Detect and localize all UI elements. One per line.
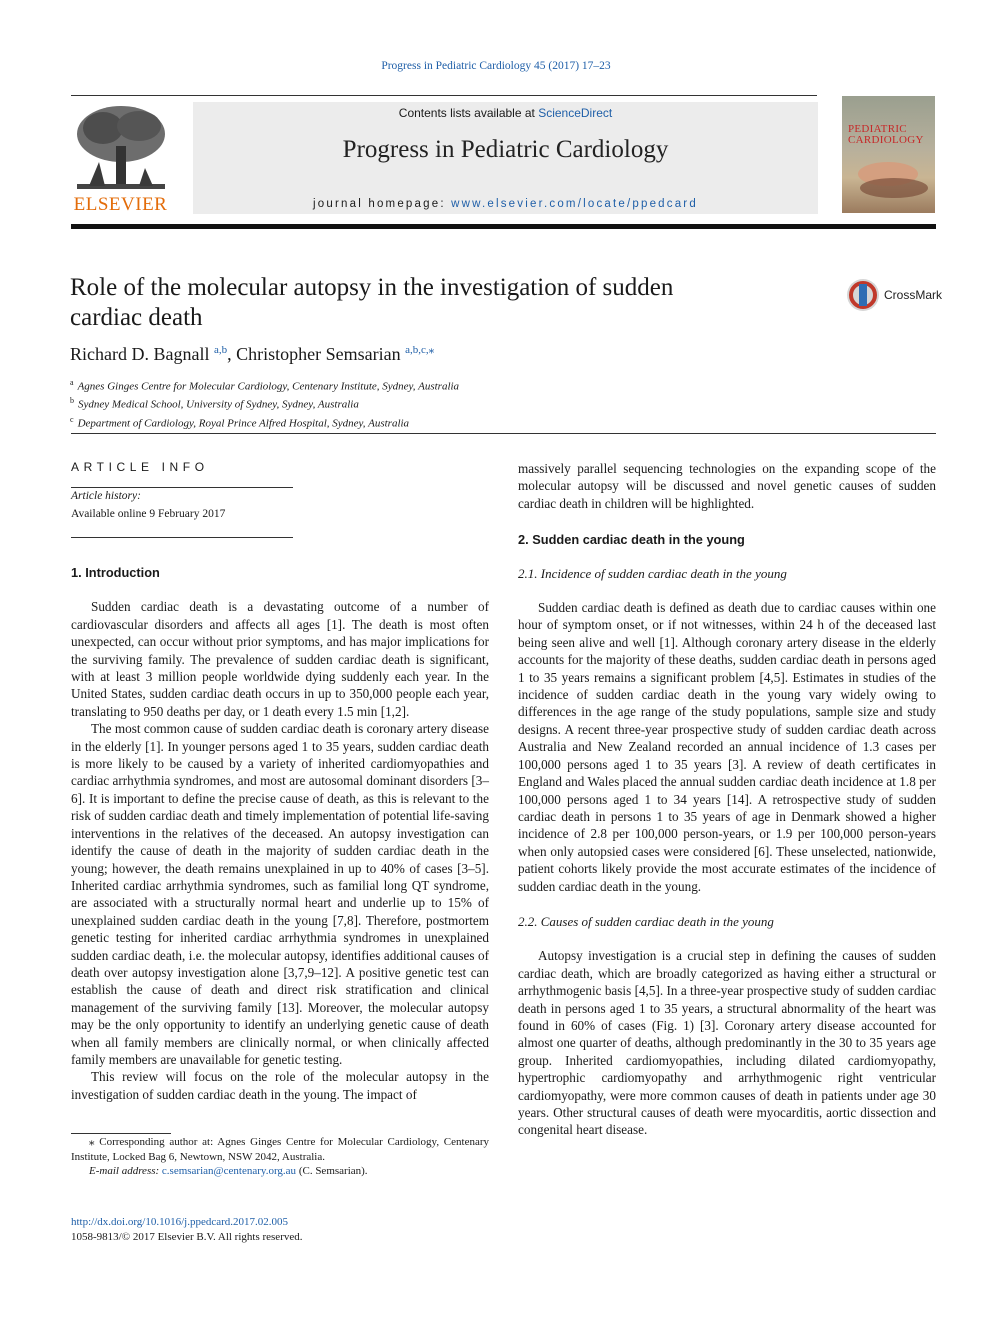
footnote-email [71, 1164, 489, 1179]
article-info-heading: ARTICLE INFO [71, 460, 209, 474]
elsevier-logo[interactable] [69, 102, 172, 215]
journal-title: Progress in Pediatric Cardiology [342, 136, 669, 163]
doi-link[interactable]: http://dx.doi.org/10.1016/j.ppedcard.2017.02.005 [71, 1216, 289, 1228]
body-paragraph-continued: massively parallel sequencing technologies on the expanding scope of the molecular autopsy will be discussed and novel genetic causes of sudden cardiac death in children will be highlighted. [518, 461, 936, 511]
section-divider [71, 433, 936, 434]
footnote-corresponding [71, 1135, 489, 1164]
article-title: Role of the molecular autopsy in the investigation of sudden cardiac death [70, 274, 674, 331]
contents-line [193, 106, 818, 120]
author-list [70, 343, 434, 365]
copyright-text: 1058-9813/© 2017 Elsevier B.V. All rights reserved. [71, 1230, 303, 1243]
affiliation [70, 394, 459, 412]
body-paragraph: The most common cause of sudden cardiac death is coronary artery disease in the elderly [1]. In younger persons aged 1 to 35 years, sudden cardiac death is more likely to be caused by a variety of inherited cardiomyopathies and cardiac arrhythmia syndromes, and most are autosomal dominant disorders [3–6]. It is important to define the precise cause of death, as this is relevant to the risk of sudden cardiac death and timely implementation of potential life-saving interventions in the relatives of the deceased. An autopsy investigation can identify the cause of death in the majority of sudden cardiac death in the young; however, the death remains unexplained in up to 40% of cases [3–5]. Inherited cardiac arrhythmia syndromes, such as familial long QT syndrome, are associated with a structurally normal heart and underlie up to 15% of unexplained sudden cardiac death in the young [7,8]. Therefore, postmortem genetic testing for inherited cardiac arrhythmia syndromes in unexplained sudden cardiac death, i.e. the molecular autopsy, identifies additional causes of death over autopsy investigation alone [3,7,9–12]. A positive genetic test can establish the cause of death and direct risk stratification and clinical management of the surviving family [13]. Moreover, the molecular autopsy may be the only opportunity to identify an underlying genetic cause of death when all family members are clinically normal, or when clinically affected family members are unavailable for genetic testing. [71, 721, 489, 1067]
section-heading-scd-young: 2. Sudden cardiac death in the young [518, 532, 745, 548]
affiliation-text: Sydney Medical School, University of Sydney, Sydney, Australia [78, 398, 359, 411]
homepage-prefix: journal homepage: [313, 198, 452, 210]
left-column [71, 564, 489, 1103]
crossmark-label: CrossMark [884, 288, 943, 302]
footnote-star: ⁎ [89, 1136, 95, 1148]
article-info-rule [71, 487, 293, 488]
contents-prefix: Contents lists available at [398, 106, 539, 120]
article-history-label: Article history: [71, 490, 141, 502]
affiliation-key: c [70, 414, 74, 424]
subsection-heading-incidence: 2.1. Incidence of sudden cardiac death in the young [518, 565, 787, 581]
homepage-line [193, 198, 818, 210]
elsevier-wordmark: ELSEVIER [73, 194, 168, 215]
affiliation-text: Agnes Ginges Centre for Molecular Cardiology, Centenary Institute, Sydney, Australia [77, 380, 460, 393]
journal-banner [193, 102, 818, 214]
journal-citation-link[interactable]: Progress in Pediatric Cardiology 45 (2017) 17–23 [381, 60, 611, 72]
author-separator: , [227, 344, 237, 364]
elsevier-tree-icon [69, 102, 172, 194]
affiliation-text: Department of Cardiology, Royal Prince Alfred Hospital, Sydney, Australia [77, 417, 410, 430]
article-history-value: Available online 9 February 2017 [71, 508, 226, 520]
author-name[interactable]: Richard D. Bagnall [70, 344, 210, 364]
sciencedirect-link[interactable]: ScienceDirect [538, 106, 613, 120]
homepage-link[interactable]: www.elsevier.com/locate/ppedcard [451, 198, 698, 210]
affiliation-key: b [70, 396, 74, 406]
header-thick-rule [71, 224, 936, 229]
body-paragraph: Sudden cardiac death is a devastating outcome of a number of cardiovascular disorders and affects all ages [1]. The death is most often unexpected, can occur without prior symptoms, and has major implications for the surviving family. The prevalence of sudden cardiac death is significant, with at least 3 million people worldwide dying suddenly each year. In the United States, sudden cardiac death occurs in up to 350,000 people each year, translating to 950 deaths per day, or 1 death every 1.5 min [1,2]. [71, 599, 489, 719]
body-paragraph: Autopsy investigation is a crucial step in defining the causes of sudden cardiac death, which are broadly categorized as having either a structural or arrhythmogenic basis [4,5]. In a three-year prospective study of sudden cardiac death in persons aged 1 to 35 years, a structural abnormality of the heart was found in 60% of cases (Fig. 1) [3]. Coronary artery disease accounted for almost one quarter of deaths, although predominantly in the 30 to 35 years age group. Inherited cardiomyopathies, including dilated cardiomyopathy, hypertrophic cardiomyopathy and arrhythmogenic right ventricular cardiomyopathy, were more common causes of death in patients under age 30 years. Other structural causes of death were myocarditis, aortic dissection and congenital heart disease. [518, 948, 936, 1138]
cover-hands-icon [842, 96, 935, 213]
email-label: E-mail address: [89, 1165, 162, 1177]
journal-cover-image[interactable] [842, 96, 935, 213]
article-info-rule [71, 537, 293, 538]
right-column [518, 460, 936, 1139]
cover-title-line1: PEDIATRIC [848, 123, 907, 135]
footnote-corr-text: Corresponding author at: Agnes Ginges Centre for Molecular Cardiology, Centenary Institute, Locked Bag 6, Newtown, NSW 2042, Australia. [71, 1136, 489, 1163]
crossmark-badge[interactable] [846, 278, 946, 314]
affiliations [70, 376, 459, 431]
footnote-rule [71, 1133, 171, 1134]
section-heading-introduction: 1. Introduction [71, 565, 160, 580]
author-affiliation-marks[interactable]: a,b [213, 344, 228, 356]
affiliation [70, 376, 459, 394]
author-affiliation-marks[interactable]: a,b,c,⁎ [405, 344, 435, 356]
body-paragraph: This review will focus on the role of the molecular autopsy in the investigation of sudden cardiac death in the young. The impact of [71, 1069, 489, 1102]
corresponding-author-footnote [71, 1135, 489, 1179]
author-name[interactable]: Christopher Semsarian [236, 344, 401, 364]
body-paragraph: Sudden cardiac death is defined as death due to cardiac causes within one hour of symptom onset, or if not witnesses, within 24 h of the deceased last being seen alive and well [1]. Although coronary artery disease in the elderly accounts for the majority of these deaths, sudden cardiac death in persons aged 1 to 35 years remains a significant problem [4,5]. Estimates in studies of the incidence of sudden cardiac death in the young vary widely owing to differences in the age range of the study populations, sample size and study designs. A recent three-year prospective study of sudden cardiac death across Australia and New Zealand recorded an annual incidence of 1.3 cases per 100,000 persons aged 1 to 35 years [3]. A review of death certificates in England and Wales placed the annual sudden cardiac death incidence at 1.8 per 100,000 persons aged 1 to 34 years [14]. A retrospective study of sudden cardiac death in persons 1 to 35 years of age in Denmark showed a higher incidence of 2.8 per 100,000 person-years, or 1.9 per 100,000 person-years when only autopsied cases were considered [6]. These unselected, nationwide, patient cohorts likely provide the most accurate estimates of the incidence of sudden cardiac death in the young. [518, 600, 936, 894]
email-suffix: (C. Semsarian). [296, 1165, 368, 1177]
subsection-heading-causes: 2.2. Causes of sudden cardiac death in the young [518, 913, 774, 929]
cover-title-line2: CARDIOLOGY [848, 134, 924, 146]
affiliation [70, 413, 459, 431]
affiliation-key: a [70, 378, 74, 387]
crossmark-icon [846, 278, 880, 312]
page-footer [71, 1215, 303, 1245]
header-top-rule [71, 95, 817, 96]
email-link[interactable]: c.semsarian@centenary.org.au [161, 1165, 297, 1177]
